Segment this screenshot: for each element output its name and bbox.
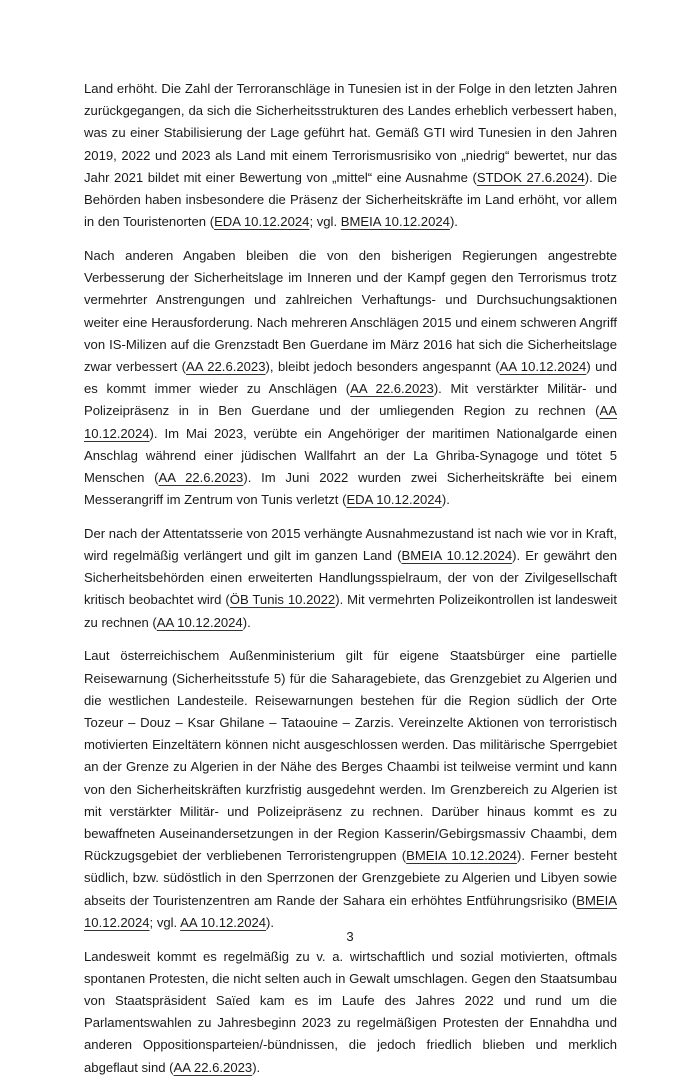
- source-reference: AA 10.12.2024: [499, 358, 587, 374]
- paragraph-1: [84, 78, 617, 233]
- source-reference: AA 10.12.2024: [156, 614, 243, 630]
- paragraph-text: ). Er gewährt den Sicherheitsbehörden einen erweiterten Handlungsspielraum, der von der Zivilgesellschaft kritisch beobachtet wird (: [84, 548, 617, 608]
- page-number: 3: [346, 929, 354, 944]
- paragraph-2: [84, 245, 617, 511]
- paragraph-text: ).: [441, 492, 450, 508]
- paragraph-text: Landesweit kommt es regelmäßig zu v. a. wirtschaftlich und sozial motivierten, oftmals spontanen Protesten, die nicht selten auch in Gewalt umschlagen. Gegen den Staatsumbau von Staatspräsident Saïed kam es im Laufe des Jahres 2022 und rund um die Parlamentswahlen zu Jahresbeginn 2023 zu regelmäßigen Protesten der Ennahdha und anderen Oppositionsparteien/-bündnissen, die jedoch friedlich blieben und merklich abgeflaut sind (: [84, 948, 617, 1075]
- source-reference: AA 22.6.2023: [158, 469, 244, 485]
- paragraph-text: Nach anderen Angaben bleiben die von den bisherigen Regierungen angestrebte Verbesserung der Sicherheitslage im Inneren und der Kampf gegen den Terrorismus trotz vermehrter Anstrengungen und zahlreichen Verhaftungs- und Durchsuchungsaktionen weiter eine Herausforderung. Nach mehreren Anschlägen 2015 und einem schweren Angriff von IS-Milizen auf die Grenzstadt Ben Guerdane im März 2016 hat sich die Sicherheitslage zwar verbessert (: [84, 247, 617, 374]
- paragraph-text: ; vgl.: [149, 914, 181, 930]
- source-reference: BMEIA 10.12.2024: [84, 892, 617, 930]
- paragraph-5: [84, 946, 617, 1079]
- paragraph-text: Laut österreichischem Außenministerium gilt für eigene Staatsbürger eine partielle Reisewarnung (Sicherheitsstufe 5) für die Saharagebiete, das Grenzgebiet zu Algerien und die westlichen Landesteile. Reisewarnungen bestehen für die Region südlich der Orte Tozeur – Douz – Ksar Ghilane – Tataouine – Zarzis. Vereinzelte Aktionen von terroristisch motivierten Einzeltätern können nicht ausgeschlossen werden. Das militärische Sperrgebiet an der Grenze zu Algerien in der Nähe des Berges Chaambi ist teilweise vermint und kann von den Sicherheitskräften kurzfristig ausgedehnt werden. Im Grenzbereich zu Algerien ist mit verstärkter Militär- und Polizeipräsenz zu rechnen. Darüber hinaus kommt es zu bewaffneten Auseinandersetzungen in der Region Kasserin/Gebirgsmassiv Chaambi, dem Rückzugsgebiet der verbliebenen Terroristengruppen (: [84, 648, 617, 864]
- paragraph-text: ). Mit verstärkter Militär- und Polizeipräsenz in in Ben Guerdane und der umliegenden Region zu rechnen (: [84, 381, 618, 419]
- source-reference: AA 10.12.2024: [180, 914, 267, 930]
- source-reference: AA 10.12.2024: [84, 403, 617, 441]
- source-reference: STDOK 27.6.2024: [476, 169, 585, 185]
- source-reference: EDA 10.12.2024: [214, 214, 310, 230]
- source-reference: AA 22.6.2023: [173, 1059, 253, 1075]
- source-reference: BMEIA 10.12.2024: [340, 214, 450, 230]
- source-reference: EDA 10.12.2024: [346, 492, 442, 508]
- source-reference: BMEIA 10.12.2024: [401, 548, 513, 564]
- source-reference: ÖB Tunis 10.2022: [229, 592, 336, 608]
- paragraph-text: ). Die Behörden haben insbesondere die Präsenz der Sicherheitskräfte im Land erhöht, vor allem in den Touristenorten (: [84, 169, 617, 230]
- paragraph-text: ).: [252, 1059, 261, 1075]
- source-reference: AA 22.6.2023: [350, 381, 434, 397]
- paragraph-text: ). Ferner besteht südlich, bzw. südöstlich in den Sperrzonen der Grenzgebiete zu Algerien und Libyen sowie abseits der Touristenzentren am Rande der Sahara ein erhöhtes Entführungsrisiko (: [84, 848, 618, 908]
- source-reference: AA 22.6.2023: [186, 358, 266, 374]
- paragraph-text: Land erhöht. Die Zahl der Terroranschläge in Tunesien ist in der Folge in den letzten Jahren zurückgegangen, da sich die Sicherheitsstrukturen des Landes erheblich verbessert haben, was zu einer Stabilisierung der Lage geführt hat. Gemäß GTI wird Tunesien in den Jahren 2019, 2022 und 2023 als Land mit einem Terrorismusrisiko von „niedrig“ bewertet, nur das Jahr 2021 bildet mit einer Bewertung von „mittel“ eine Ausnahme (: [84, 81, 617, 185]
- paragraph-text: ).: [449, 214, 458, 230]
- paragraph-text: ).: [266, 914, 275, 930]
- paragraph-text: ) und es kommt immer wieder zu Anschlägen (: [84, 358, 617, 397]
- source-reference: BMEIA 10.12.2024: [406, 848, 517, 864]
- paragraph-text: ). Im Juni 2022 wurden zwei Sicherheitskräfte bei einem Messerangriff im Zentrum von Tunis verletzt (: [84, 469, 617, 508]
- paragraph-4: [84, 645, 617, 934]
- paragraph-3: [84, 523, 617, 634]
- paragraph-text: Der nach der Attentatsserie von 2015 verhängte Ausnahmezustand ist nach wie vor in Kraft, wird regelmäßig verlängert und gilt im ganzen Land (: [84, 525, 617, 564]
- paragraph-text: ). Mit vermehrten Polizeikontrollen ist landesweit zu rechnen (: [84, 592, 617, 630]
- paragraph-text: ).: [242, 614, 251, 630]
- paragraph-text: ; vgl.: [309, 214, 341, 230]
- paragraph-text: ), bleibt jedoch besonders angespannt (: [265, 358, 500, 374]
- paragraph-text: ). Im Mai 2023, verübte ein Angehöriger der maritimen Nationalgarde einen Anschlag während einer jüdischen Wallfahrt an der La Ghriba-Synagoge und tötet 5 Menschen (: [84, 425, 617, 485]
